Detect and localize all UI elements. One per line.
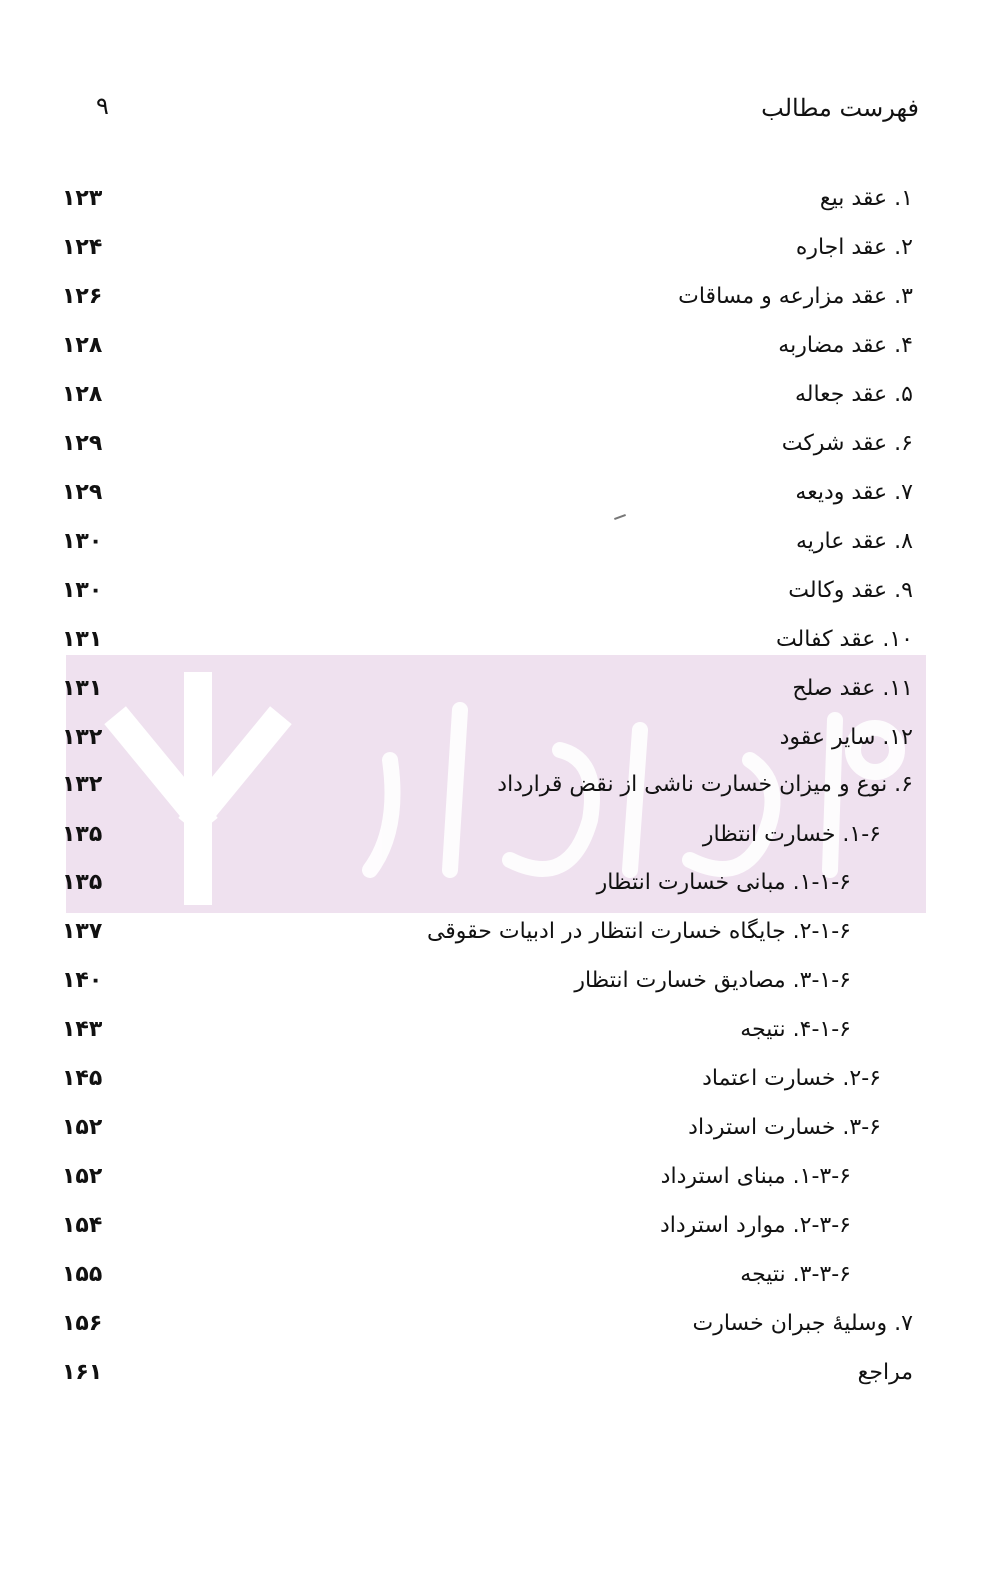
toc-entry-label: ۱-۳-۶. مبنای استرداد (660, 1164, 851, 1189)
toc-entry-page: ۱۴۵ (62, 1066, 103, 1091)
toc-entry-page: ۱۵۲ (62, 1115, 103, 1140)
toc-entry-page: ۱۲۶ (62, 284, 103, 309)
toc-entry-page: ۱۵۴ (62, 1213, 103, 1238)
toc-entry-page: ۱۳۱ (62, 627, 103, 652)
toc-entry-label: ۲. عقد اجاره (795, 235, 913, 260)
toc-entry-label: ۶. نوع و میزان خسارت ناشی از نقض قرارداد (497, 772, 913, 797)
toc-entry-label: ۳-۱-۶. مصادیق خسارت انتظار (574, 968, 851, 993)
toc-entry (0, 431, 999, 475)
toc-entry-label: ۲-۶. خسارت اعتماد (702, 1066, 881, 1091)
toc-entry-page: ۱۲۳ (62, 186, 103, 211)
toc-entry-label: ۱-۶. خسارت انتظار (702, 822, 881, 847)
toc-entry-label: ۶. عقد شرکت (781, 431, 913, 456)
toc-entry (0, 1164, 999, 1208)
toc-entry-page: ۱۳۵ (62, 822, 103, 847)
toc-entry (0, 968, 999, 1012)
toc-entry (0, 186, 999, 230)
toc-entry-label: ۲-۱-۶. جایگاه خسارت انتظار در ادبیات حقوقی (426, 919, 851, 944)
toc-entry-page: ۱۴۰ (62, 968, 103, 993)
toc-entry-label: ۱۰. عقد کفالت (775, 627, 913, 652)
toc-entry (0, 1066, 999, 1110)
toc-entry-label: ۱. عقد بیع (819, 186, 913, 211)
toc-entry (0, 676, 999, 720)
toc-entry-label: ۱-۱-۶. مبانی خسارت انتظار (596, 870, 851, 895)
toc-entry (0, 627, 999, 671)
toc-entry (0, 772, 999, 816)
toc-entry (0, 382, 999, 426)
toc-entry-page: ۱۴۳ (62, 1017, 103, 1042)
toc-entry-page: ۱۲۸ (62, 333, 103, 358)
toc-entry-label: ۹. عقد وکالت (788, 578, 913, 603)
toc-entry (0, 1360, 999, 1404)
toc-entry (0, 1213, 999, 1257)
toc-entry (0, 1311, 999, 1355)
toc-entry (0, 578, 999, 622)
toc-entry-page: ۱۵۲ (62, 1164, 103, 1189)
toc-entry (0, 870, 999, 914)
toc-entry-page: ۱۳۲ (62, 725, 103, 750)
toc-entry-page: ۱۵۶ (62, 1311, 103, 1336)
toc-entry-label: ۴-۱-۶. نتیجه (740, 1017, 851, 1042)
toc-entry-page: ۱۳۲ (62, 772, 103, 797)
toc-entry-label: ۱۱. عقد صلح (792, 676, 913, 701)
toc-entry-page: ۱۵۵ (62, 1262, 103, 1287)
running-header-title: فهرست مطالب (761, 94, 919, 122)
toc-entry-page: ۱۲۹ (62, 431, 103, 456)
toc-entry-page: ۱۳۵ (62, 870, 103, 895)
toc-entry-page: ۱۲۴ (62, 235, 103, 260)
toc-entry-label: ۳-۳-۶. نتیجه (740, 1262, 851, 1287)
toc-entry (0, 725, 999, 769)
toc-entry (0, 284, 999, 328)
toc-entry (0, 235, 999, 279)
toc-entry-label: ۴. عقد مضاربه (778, 333, 913, 358)
toc-entry (0, 529, 999, 573)
toc-entry-page: ۱۳۰ (62, 578, 103, 603)
toc-entry (0, 1262, 999, 1306)
toc-entry-label: ۱۲. سایر عقود (779, 725, 913, 750)
toc-entry-label: مراجع (857, 1360, 913, 1385)
toc-entry (0, 333, 999, 377)
toc-entry-label: ۵. عقد جعاله (794, 382, 913, 407)
toc-entry (0, 1017, 999, 1061)
toc-entry-label: ۷. عقد ودیعه (795, 480, 913, 505)
toc-entry (0, 480, 999, 524)
toc-entry (0, 822, 999, 866)
toc-entry-label: ۳. عقد مزارعه و مساقات (678, 284, 913, 309)
toc-entry-label: ۸. عقد عاریه (796, 529, 913, 554)
toc-entry-page: ۱۲۸ (62, 382, 103, 407)
toc-entry-page: ۱۳۰ (62, 529, 103, 554)
toc-entry-page: ۱۳۱ (62, 676, 103, 701)
toc-entry-page: ۱۲۹ (62, 480, 103, 505)
toc-entry (0, 1115, 999, 1159)
toc-entry-page: ۱۳۷ (62, 919, 103, 944)
toc-entry-label: ۲-۳-۶. موارد استرداد (659, 1213, 851, 1238)
page-number: ۹ (96, 92, 109, 120)
toc-entry-label: ۳-۶. خسارت استرداد (688, 1115, 881, 1140)
toc-entry (0, 919, 999, 963)
toc-entry-label: ۷. وسلیهٔ جبران خسارت (692, 1311, 913, 1336)
toc-entry-page: ۱۶۱ (62, 1360, 103, 1385)
